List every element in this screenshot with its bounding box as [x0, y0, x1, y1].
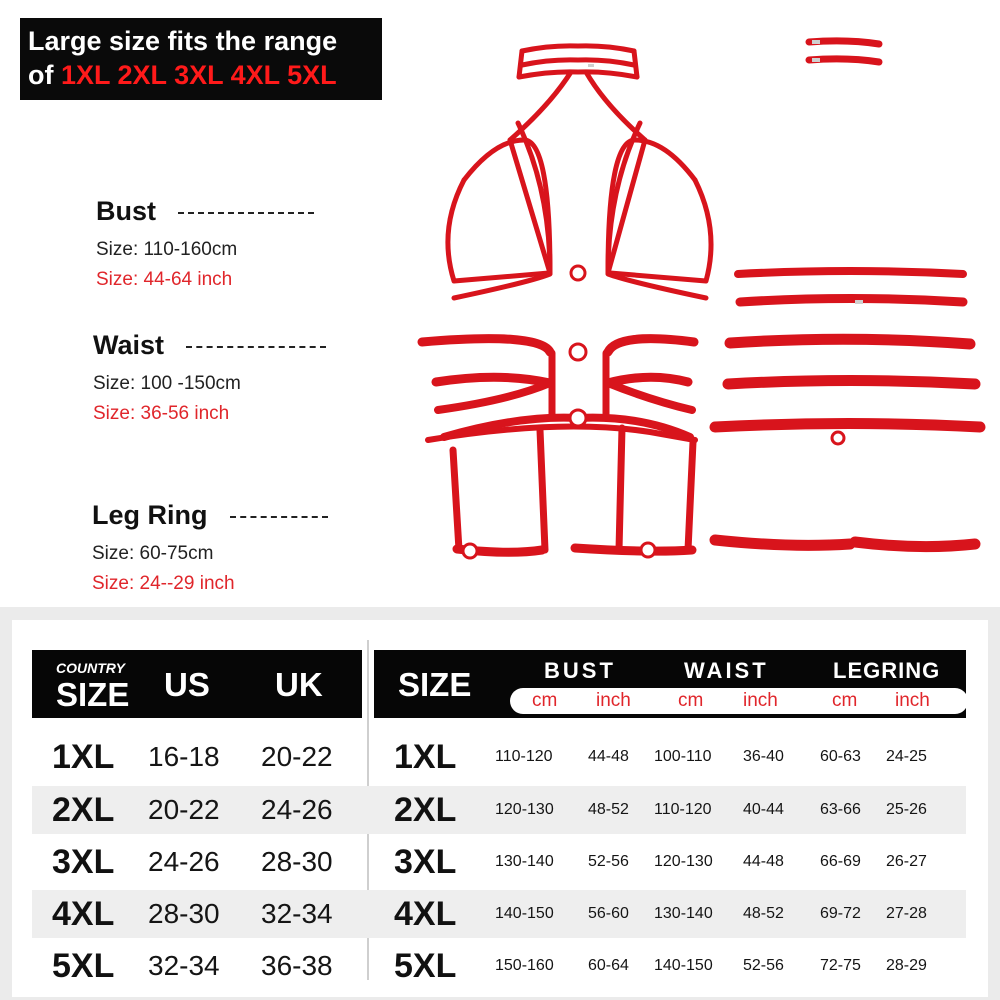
- uk-cell: 28-30: [261, 846, 333, 877]
- harness-product-image: [410, 30, 1000, 600]
- waist-cm-cell: 120-130: [654, 853, 713, 870]
- size-cell: 4XL: [52, 895, 115, 933]
- size-range-banner: [20, 18, 382, 100]
- size-cell: 1XL: [52, 738, 115, 776]
- bust-heading: Bust: [96, 196, 156, 226]
- waist-size-cm: Size: 100 -150cm: [93, 373, 241, 394]
- bust-group-label: BUST: [544, 658, 616, 683]
- country-size-header: [32, 650, 362, 718]
- waist-cm-cell: 100-110: [654, 748, 712, 765]
- table-row: [32, 786, 966, 834]
- size-cell-right: 2XL: [394, 791, 457, 829]
- bust-cm-cell: 140-150: [495, 905, 554, 922]
- waist-inch-cell: 52-56: [743, 957, 784, 974]
- leg-ring-measurement: [92, 500, 328, 595]
- leg-inch-cell: 24-25: [886, 748, 927, 765]
- size-cell: 5XL: [52, 947, 115, 985]
- waist-group-label: WAIST: [684, 658, 769, 683]
- bust-inch-cell: 48-52: [588, 801, 629, 818]
- waist-measurement: [93, 330, 326, 425]
- size-table: [12, 620, 988, 997]
- bust-size-inch: Size: 44-64 inch: [96, 269, 233, 290]
- leg-inch-cell: 28-29: [886, 957, 927, 974]
- waist-inch-cell: 44-48: [743, 853, 784, 870]
- leg-ring-heading: Leg Ring: [92, 500, 208, 530]
- table-row: [32, 942, 966, 990]
- bust-cm-cell: 120-130: [495, 801, 554, 818]
- us-cell: 28-30: [148, 898, 220, 929]
- us-cell: 32-34: [148, 950, 220, 981]
- banner-sizes: 1XL 2XL 3XL 4XL 5XL: [61, 60, 337, 90]
- unit-label: cm: [832, 690, 858, 711]
- uk-cell: 24-26: [261, 794, 333, 825]
- table-row: [32, 733, 966, 781]
- leader-line: [186, 346, 326, 348]
- waist-cm-cell: 130-140: [654, 905, 713, 922]
- unit-label: cm: [678, 690, 704, 711]
- waist-inch-cell: 40-44: [743, 801, 784, 818]
- waist-inch-cell: 36-40: [743, 748, 784, 765]
- bust-inch-cell: 44-48: [588, 748, 629, 765]
- units-bar: [510, 688, 968, 714]
- bust-measurement: [96, 196, 314, 291]
- waist-cm-cell: 140-150: [654, 957, 713, 974]
- country-label: COUNTRY: [56, 660, 125, 676]
- size-cell: 3XL: [52, 843, 115, 881]
- size-cell-right: 1XL: [394, 738, 457, 776]
- leg-ring-size-cm: Size: 60-75cm: [92, 543, 214, 564]
- size-cell-right: 4XL: [394, 895, 457, 933]
- unit-label: inch: [895, 690, 930, 711]
- leg-inch-cell: 25-26: [886, 801, 927, 818]
- us-cell: 16-18: [148, 741, 220, 772]
- leg-cm-cell: 69-72: [820, 905, 861, 922]
- size-cell-right: 5XL: [394, 947, 457, 985]
- us-label: US: [164, 666, 210, 703]
- us-cell: 24-26: [148, 846, 220, 877]
- uk-cell: 36-38: [261, 950, 333, 981]
- bust-cm-cell: 110-120: [495, 748, 553, 765]
- size-table-section: [0, 607, 1000, 1000]
- bust-inch-cell: 52-56: [588, 853, 629, 870]
- bust-cm-cell: 130-140: [495, 853, 554, 870]
- us-cell: 20-22: [148, 794, 220, 825]
- unit-label: inch: [596, 690, 631, 711]
- size-cell: 2XL: [52, 791, 115, 829]
- leader-line: [178, 212, 314, 214]
- uk-cell: 32-34: [261, 898, 333, 929]
- leg-cm-cell: 60-63: [820, 748, 861, 765]
- bust-inch-cell: 60-64: [588, 957, 629, 974]
- leg-ring-size-inch: Size: 24--29 inch: [92, 573, 235, 594]
- unit-label: inch: [743, 690, 778, 711]
- legring-group-label: LEGRING: [833, 658, 941, 683]
- banner-line-2: [28, 58, 382, 92]
- waist-size-inch: Size: 36-56 inch: [93, 403, 230, 424]
- banner-line-1: Large size fits the range: [28, 26, 338, 56]
- leg-cm-cell: 66-69: [820, 853, 861, 870]
- waist-inch-cell: 48-52: [743, 905, 784, 922]
- uk-cell: 20-22: [261, 741, 333, 772]
- table-row: [32, 838, 966, 886]
- bust-size-cm: Size: 110-160cm: [96, 239, 238, 260]
- leg-inch-cell: 27-28: [886, 905, 927, 922]
- leg-cm-cell: 63-66: [820, 801, 861, 818]
- leg-inch-cell: 26-27: [886, 853, 927, 870]
- leader-line: [230, 516, 328, 518]
- size-label-left: SIZE: [56, 676, 130, 713]
- leg-cm-cell: 72-75: [820, 957, 861, 974]
- measurement-header: [374, 650, 966, 718]
- banner-prefix: of: [28, 60, 54, 90]
- waist-heading: Waist: [93, 330, 165, 360]
- bust-cm-cell: 150-160: [495, 957, 554, 974]
- table-row: [32, 890, 966, 938]
- unit-label: cm: [532, 690, 558, 711]
- bust-inch-cell: 56-60: [588, 905, 629, 922]
- waist-cm-cell: 110-120: [654, 801, 712, 818]
- size-cell-right: 3XL: [394, 843, 457, 881]
- size-label-right: SIZE: [398, 666, 472, 703]
- uk-label: UK: [275, 666, 323, 703]
